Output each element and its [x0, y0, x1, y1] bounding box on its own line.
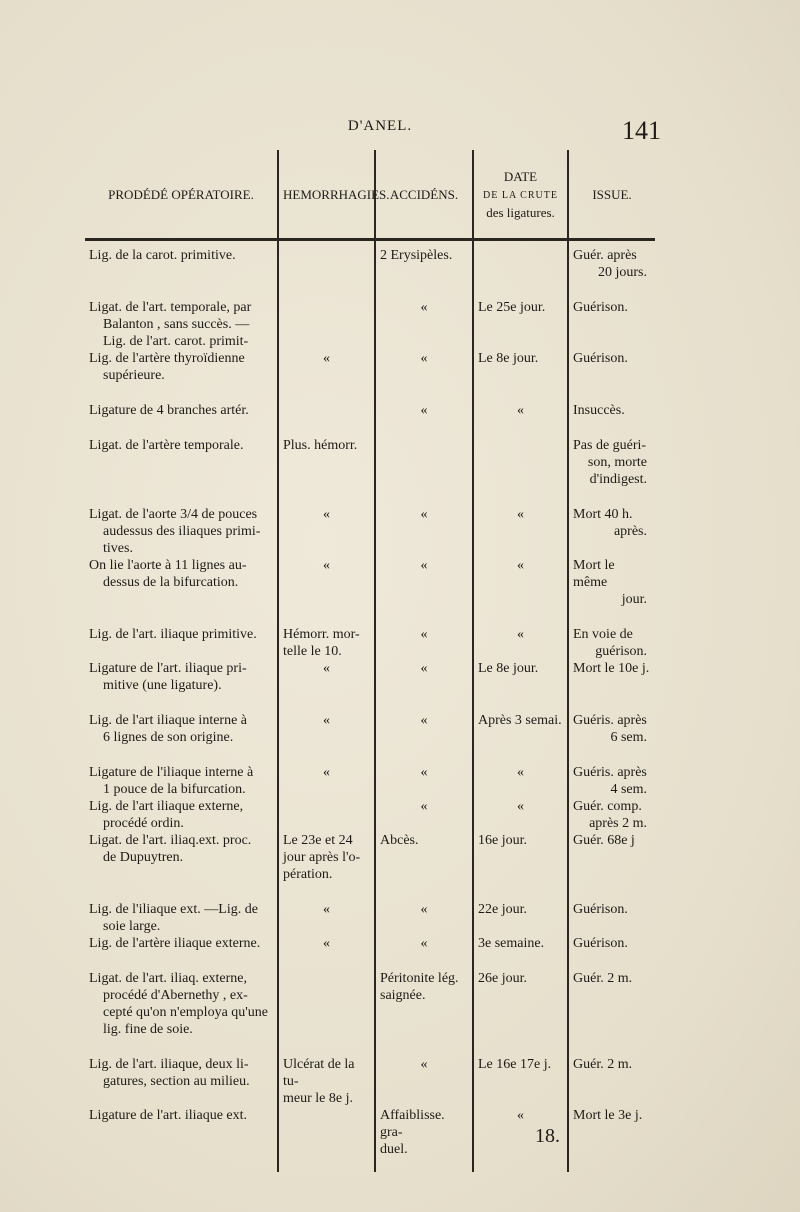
cell-accidens: «	[375, 712, 473, 746]
issue-line: Guér. 2 m.	[573, 1057, 633, 1072]
cell-issue	[568, 402, 655, 419]
cell-procede	[85, 402, 278, 419]
cell-issue	[568, 935, 655, 952]
issue-line: Guérison.	[573, 936, 628, 951]
cell-procede	[85, 1056, 278, 1107]
signature-mark: 18.	[535, 1125, 560, 1147]
column-header-date	[473, 150, 568, 240]
table-row	[85, 402, 655, 419]
cell-hemorrhagies: «	[278, 506, 375, 557]
cell-accidens: «	[375, 299, 473, 350]
issue-line: Mort le même	[573, 558, 615, 590]
cell-hemorrhagies: «	[278, 350, 375, 384]
cell-date: «	[473, 402, 568, 419]
procede-line: Ligat. de l'art. iliaq. externe,	[89, 971, 248, 986]
procede-line: Lig. de l'artère iliaque externe.	[89, 936, 261, 951]
procede-line: Balanton , sans succès. —	[103, 317, 250, 332]
cell-accidens: «	[375, 402, 473, 419]
table-row	[85, 712, 655, 746]
table-row	[85, 506, 655, 557]
table-row	[85, 935, 655, 952]
cell-procede	[85, 1107, 278, 1158]
cell-date: 3e semaine.	[473, 935, 568, 952]
running-head: D'ANEL.	[347, 118, 413, 134]
procede-line: 6 lignes de son origine.	[103, 730, 234, 745]
cell-date: «	[473, 798, 568, 832]
column-header-accidens: ACCIDÉNS.	[375, 150, 473, 240]
issue-line: En voie de	[573, 627, 633, 642]
row-spacer	[85, 883, 655, 901]
cell-procede	[85, 247, 278, 281]
cell-issue	[568, 712, 655, 746]
cell-issue	[568, 1056, 655, 1107]
issue-line: 4 sem.	[610, 782, 647, 797]
issue-line: Guér. comp.	[573, 799, 642, 814]
issue-line: son, morte	[587, 455, 647, 470]
cell-hemorrhagies: Plus. hémorr.	[278, 437, 375, 488]
cell-procede	[85, 626, 278, 660]
cell-date	[473, 437, 568, 488]
procede-line: Lig. de l'art iliaque externe,	[89, 799, 244, 814]
cell-date: Le 8e jour.	[473, 350, 568, 384]
procede-line: Lig. de l'art. carot. primit-	[103, 334, 249, 349]
row-spacer	[85, 608, 655, 626]
cell-hemorrhagies: «	[278, 660, 375, 694]
cell-issue	[568, 626, 655, 660]
issue-line: Guéris. après	[573, 765, 647, 780]
cell-issue	[568, 557, 655, 608]
cell-date: Le 8e jour.	[473, 660, 568, 694]
cell-issue	[568, 764, 655, 798]
procede-line: Ligature de l'art. iliaque pri-	[89, 661, 247, 676]
table-row	[85, 247, 655, 281]
cell-issue	[568, 299, 655, 350]
cell-issue	[568, 660, 655, 694]
row-spacer	[85, 746, 655, 764]
procede-line: Lig. de la carot. primitive.	[89, 248, 236, 263]
procede-line: supérieure.	[103, 368, 165, 383]
cell-hemorrhagies	[278, 402, 375, 419]
table-body	[85, 247, 655, 1172]
cell-procede	[85, 935, 278, 952]
procede-line: Lig. de l'art. iliaque primitive.	[89, 627, 257, 642]
cell-date: «	[473, 557, 568, 608]
procede-line: gatures, section au milieu.	[103, 1074, 250, 1089]
page-number: 141	[622, 116, 661, 145]
table-row	[85, 1107, 655, 1158]
cell-procede	[85, 712, 278, 746]
header-rule	[85, 240, 655, 248]
cell-accidens: «	[375, 901, 473, 935]
cell-hemorrhagies: «	[278, 901, 375, 935]
cell-procede	[85, 506, 278, 557]
column-header-hemorrhagies: HEMORRHAGIES.	[278, 150, 375, 240]
column-header-procede: PRODÉDÉ OPÉRATOIRE.	[108, 186, 254, 202]
table-row	[85, 437, 655, 488]
cell-accidens: «	[375, 1056, 473, 1107]
row-spacer	[85, 488, 655, 506]
cell-accidens: 2 Erysipèles.	[375, 247, 473, 281]
cell-date	[473, 247, 568, 281]
issue-line: Pas de guéri-	[573, 438, 647, 453]
cell-date: 22e jour.	[473, 901, 568, 935]
issue-line: guérison.	[595, 644, 647, 659]
procede-line: de Dupuytren.	[103, 850, 184, 865]
issue-line: Guér. 68e j	[573, 833, 635, 848]
cell-accidens: Abcès.	[375, 832, 473, 883]
table-row	[85, 1056, 655, 1107]
cell-accidens	[375, 437, 473, 488]
cell-hemorrhagies	[278, 970, 375, 1038]
issue-line: Guér. 2 m.	[573, 971, 633, 986]
table-row	[85, 660, 655, 694]
cell-hemorrhagies	[278, 299, 375, 350]
issue-line: Insuccès.	[573, 403, 625, 418]
cell-procede	[85, 901, 278, 935]
cell-hemorrhagies: «	[278, 764, 375, 798]
cell-accidens: «	[375, 350, 473, 384]
cell-date: Le 25e jour.	[473, 299, 568, 350]
cell-hemorrhagies: «	[278, 557, 375, 608]
table-row	[85, 350, 655, 384]
table-row	[85, 557, 655, 608]
cell-issue	[568, 1107, 655, 1158]
procede-line: lig. fine de soie.	[103, 1022, 193, 1037]
cell-accidens: Péritonite lég. saignée.	[375, 970, 473, 1038]
cell-accidens: «	[375, 798, 473, 832]
cell-hemorrhagies: Ulcérat de la tu- meur le 8e j.	[278, 1056, 375, 1107]
procede-line: Lig. de l'iliaque ext. —Lig. de	[89, 902, 258, 917]
cell-accidens: «	[375, 626, 473, 660]
procede-line: tives.	[103, 541, 133, 556]
cell-hemorrhagies: Le 23e et 24 jour après l'o- pération.	[278, 832, 375, 883]
table-row	[85, 299, 655, 350]
cell-procede	[85, 557, 278, 608]
cell-accidens: «	[375, 506, 473, 557]
cell-hemorrhagies: «	[278, 712, 375, 746]
procede-line: 1 pouce de la bifurcation.	[103, 782, 246, 797]
date-header-line1: DATE	[503, 168, 538, 184]
issue-line: Guéris. après	[573, 713, 647, 728]
cell-hemorrhagies	[278, 247, 375, 281]
table-row	[85, 970, 655, 1038]
table-end-spacer	[85, 1158, 655, 1172]
table-row	[85, 901, 655, 935]
table-row	[85, 626, 655, 660]
row-spacer	[85, 384, 655, 402]
cell-hemorrhagies	[278, 1107, 375, 1158]
ligature-table	[85, 150, 655, 1172]
row-spacer	[85, 1038, 655, 1056]
issue-line: Guérison.	[573, 351, 628, 366]
cell-date: Après 3 semai.	[473, 712, 568, 746]
cell-hemorrhagies: Hémorr. mor- telle le 10.	[278, 626, 375, 660]
cell-accidens: «	[375, 764, 473, 798]
cell-date: «	[473, 626, 568, 660]
procede-line: Ligat. de l'aorte 3/4 de pouces	[89, 507, 258, 522]
procede-line: Ligat. de l'art. temporale, par	[89, 300, 252, 315]
cell-accidens: «	[375, 660, 473, 694]
cell-procede	[85, 798, 278, 832]
row-spacer	[85, 952, 655, 970]
cell-issue	[568, 247, 655, 281]
procede-line: Ligature de l'iliaque interne à	[89, 765, 254, 780]
cell-issue	[568, 970, 655, 1038]
issue-line: 20 jours.	[598, 265, 647, 280]
procede-line: Lig. de l'art iliaque interne à	[89, 713, 248, 728]
cell-issue	[568, 798, 655, 832]
cell-date: Le 16e 17e j.	[473, 1056, 568, 1107]
cell-issue	[568, 901, 655, 935]
cell-procede	[85, 832, 278, 883]
cell-accidens: «	[375, 935, 473, 952]
cell-procede	[85, 437, 278, 488]
row-spacer	[85, 694, 655, 712]
procede-line: procédé ordin.	[103, 816, 184, 831]
cell-procede	[85, 764, 278, 798]
procede-line: Lig. de l'artère thyroïdienne	[89, 351, 245, 366]
issue-line: jour.	[621, 592, 647, 607]
cell-procede	[85, 660, 278, 694]
procede-line: Ligature de l'art. iliaque ext.	[89, 1108, 248, 1123]
issue-line: après.	[613, 524, 647, 539]
issue-line: Mort 40 h.	[573, 507, 633, 522]
date-header-line3: des ligatures.	[486, 204, 555, 220]
date-header-line2: DE LA CRUTE	[483, 189, 558, 201]
cell-accidens: Affaiblisse. gra- duel.	[375, 1107, 473, 1158]
issue-line: Guérison.	[573, 902, 628, 917]
procede-line: Lig. de l'art. iliaque, deux li-	[89, 1057, 249, 1072]
issue-line: 6 sem.	[610, 730, 647, 745]
table-row	[85, 764, 655, 798]
procede-line: dessus de la bifurcation.	[103, 575, 239, 590]
issue-line: Guér. après	[573, 248, 637, 263]
procede-line: mitive (une ligature).	[103, 678, 222, 693]
procede-line: Ligat. de l'artère temporale.	[89, 438, 244, 453]
cell-date: «	[473, 506, 568, 557]
issue-line: Guérison.	[573, 300, 628, 315]
column-header-issue: ISSUE.	[568, 150, 655, 240]
cell-date: 16e jour.	[473, 832, 568, 883]
procede-line: cepté qu'on n'employa qu'une	[103, 1005, 269, 1020]
table-row	[85, 832, 655, 883]
cell-procede	[85, 970, 278, 1038]
procede-line: audessus des iliaques primi-	[103, 524, 261, 539]
cell-date: «	[473, 1107, 568, 1158]
procede-line: Ligat. de l'art. iliaq.ext. proc.	[89, 833, 252, 848]
procede-line: Ligature de 4 branches artér.	[89, 403, 249, 418]
procede-line: soie large.	[103, 919, 161, 934]
cell-date: 26e jour.	[473, 970, 568, 1038]
cell-accidens: «	[375, 557, 473, 608]
cell-hemorrhagies: «	[278, 935, 375, 952]
cell-procede	[85, 350, 278, 384]
cell-issue	[568, 437, 655, 488]
table-row	[85, 798, 655, 832]
cell-issue	[568, 832, 655, 883]
issue-line: Mort le 10e j.	[573, 661, 650, 676]
issue-line: après 2 m.	[589, 816, 647, 831]
procede-line: procédé d'Abernethy , ex-	[103, 988, 248, 1003]
row-spacer	[85, 281, 655, 299]
procede-line: On lie l'aorte à 11 lignes au-	[89, 558, 247, 573]
row-spacer	[85, 419, 655, 437]
cell-procede	[85, 299, 278, 350]
cell-hemorrhagies	[278, 798, 375, 832]
cell-issue	[568, 350, 655, 384]
issue-line: Mort le 3e j.	[573, 1108, 643, 1123]
cell-issue	[568, 506, 655, 557]
issue-line: d'indigest.	[589, 472, 647, 487]
cell-date: «	[473, 764, 568, 798]
table-header-row	[85, 150, 655, 240]
